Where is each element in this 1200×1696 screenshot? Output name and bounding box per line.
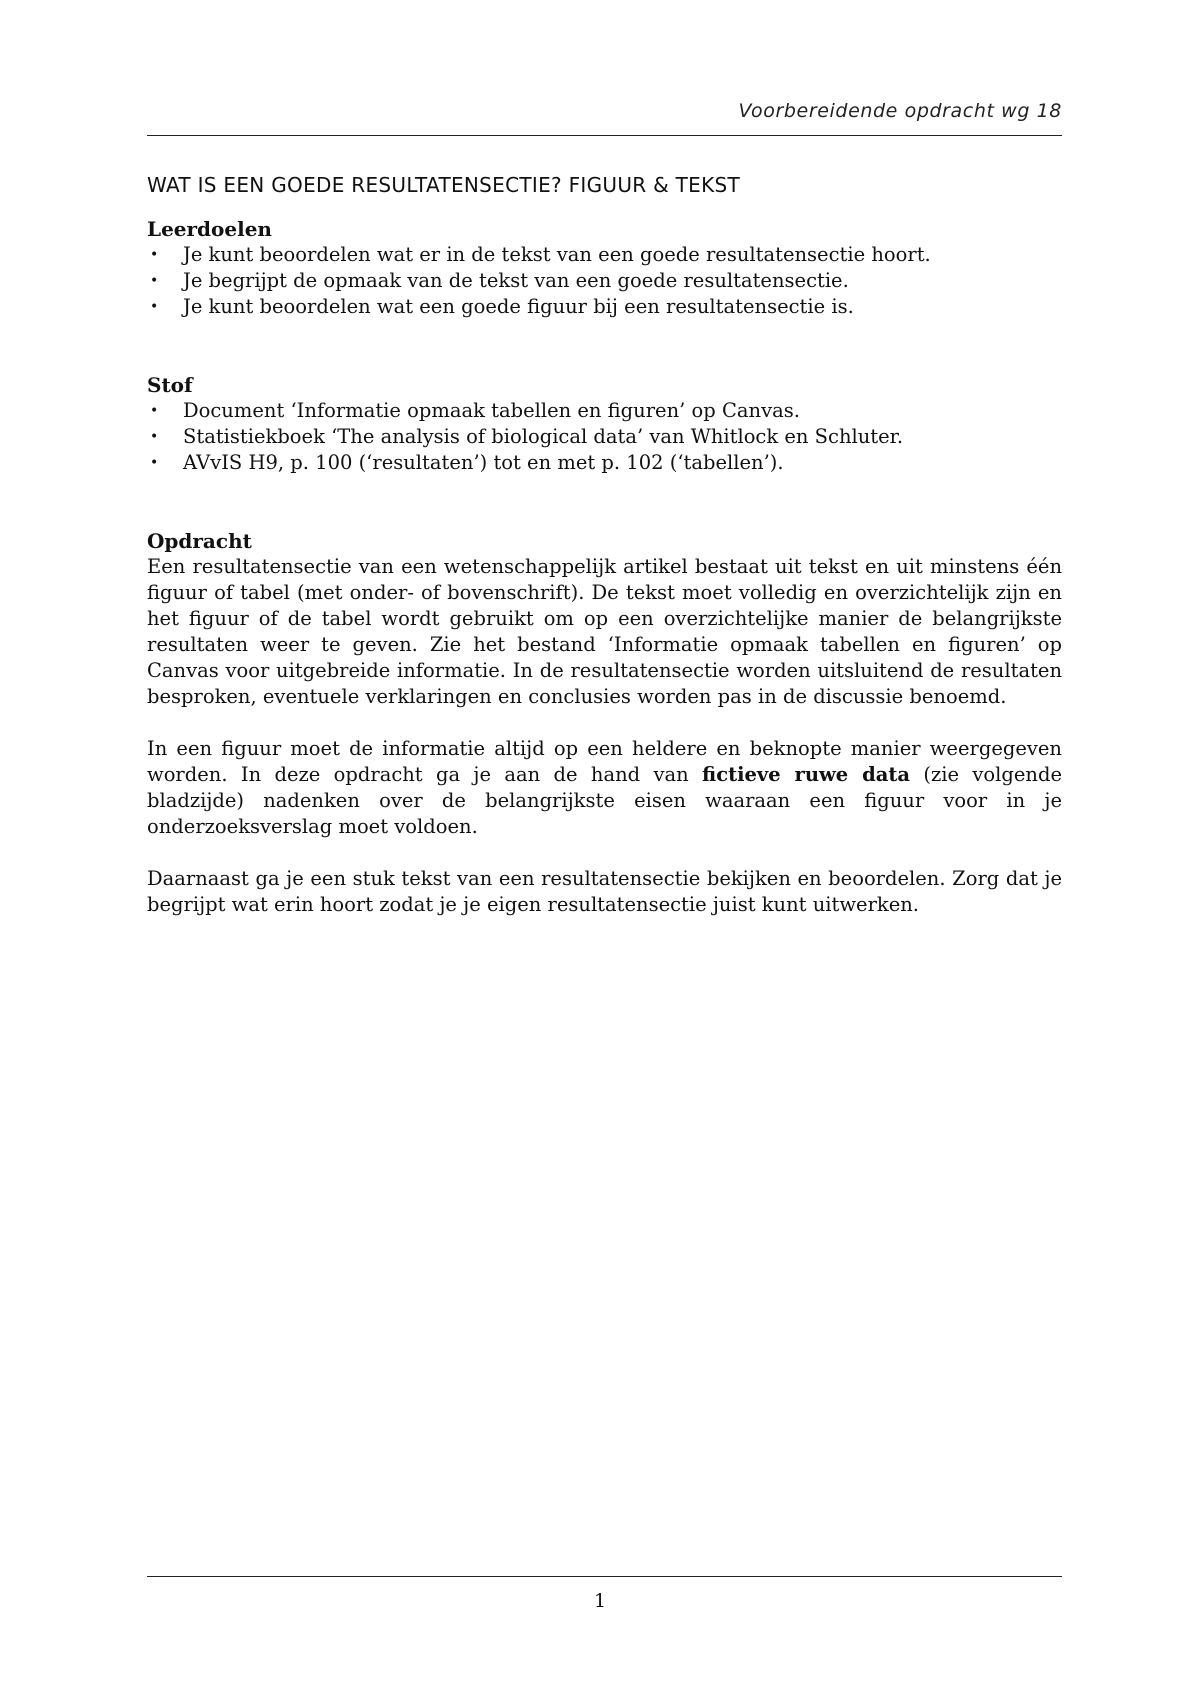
list-item	[147, 424, 1062, 450]
leerdoelen-list	[147, 242, 1062, 320]
page-title: WAT IS EEN GOEDE RESULTATENSECTIE? FIGUUR & TEKST	[147, 173, 741, 197]
paragraph-text: In een figuur moet de informatie altijd op een heldere en beknopte manier weergegeven worden. In deze opdracht ga je aan de hand van	[147, 737, 1062, 786]
bullet-icon: •	[150, 455, 159, 471]
list-item-text: Document ‘Informatie opmaak tabellen en figuren’ op Canvas.	[183, 399, 800, 422]
emphasis-text: fictieve ruwe data	[702, 763, 911, 786]
header-rule	[147, 135, 1062, 136]
opdracht-paragraph-2	[147, 736, 1062, 840]
bullet-icon: •	[150, 247, 159, 263]
list-item-text: Je kunt beoordelen wat een goede figuur bij een resultatensectie is.	[183, 295, 854, 318]
list-item-text: Statistiekboek ‘The analysis of biological data’ van Whitlock en Schluter.	[183, 425, 904, 448]
opdracht-paragraph-3: Daarnaast ga je een stuk tekst van een resultatensectie bekijken en beoordelen. Zorg dat je begrijpt wat erin hoort zodat je je eigen resultatensectie juist kunt uitwerken.	[147, 867, 1062, 916]
opdracht-paragraph-1: Een resultatensectie van een wetenschappelijk artikel bestaat uit tekst en uit minstens één figuur of tabel (met onder- of bovenschrift). De tekst moet volledig en overzichtelijk zijn en het figuur of de tabel wordt gebruikt om op een overzichtelijke manier de belangrijkste resultaten weer te geven. Zie het bestand ‘Informatie opmaak tabellen en figuren’ op Canvas voor uitgebreide informatie. In de resultatensectie worden uitsluitend de resultaten besproken, eventuele verklaringen en conclusies worden pas in de discussie benoemd.	[147, 555, 1062, 708]
list-item	[147, 268, 1062, 294]
spacer	[147, 320, 1062, 372]
spacer	[147, 476, 1062, 528]
stof-heading: Stof	[147, 373, 193, 397]
leerdoelen-heading: Leerdoelen	[147, 217, 272, 241]
page-number: 1	[593, 1590, 607, 1612]
paragraph-text: (zie volgende bladzijde) nadenken over de belangrijkste eisen waaraan een figuur voor in je onderzoeksverslag moet voldoen.	[147, 763, 1063, 838]
bullet-icon: •	[150, 403, 159, 419]
list-item-text: AVvIS H9, p. 100 (‘resultaten’) tot en met p. 102 (‘tabellen’).	[183, 451, 784, 474]
list-item-text: Je begrijpt de opmaak van de tekst van een goede resultatensectie.	[183, 269, 849, 292]
running-header: Voorbereidende opdracht wg 18	[738, 100, 1062, 122]
page-content	[147, 172, 1062, 918]
opdracht-heading: Opdracht	[147, 529, 252, 553]
bullet-icon: •	[150, 429, 159, 445]
spacer	[147, 710, 1062, 736]
spacer	[147, 840, 1062, 866]
list-item	[147, 450, 1062, 476]
list-item	[147, 242, 1062, 268]
stof-list	[147, 398, 1062, 476]
list-item	[147, 398, 1062, 424]
list-item	[147, 294, 1062, 320]
bullet-icon: •	[150, 273, 159, 289]
bullet-icon: •	[150, 299, 159, 315]
list-item-text: Je kunt beoordelen wat er in de tekst van een goede resultatensectie hoort.	[183, 243, 931, 266]
footer-rule	[147, 1576, 1062, 1577]
